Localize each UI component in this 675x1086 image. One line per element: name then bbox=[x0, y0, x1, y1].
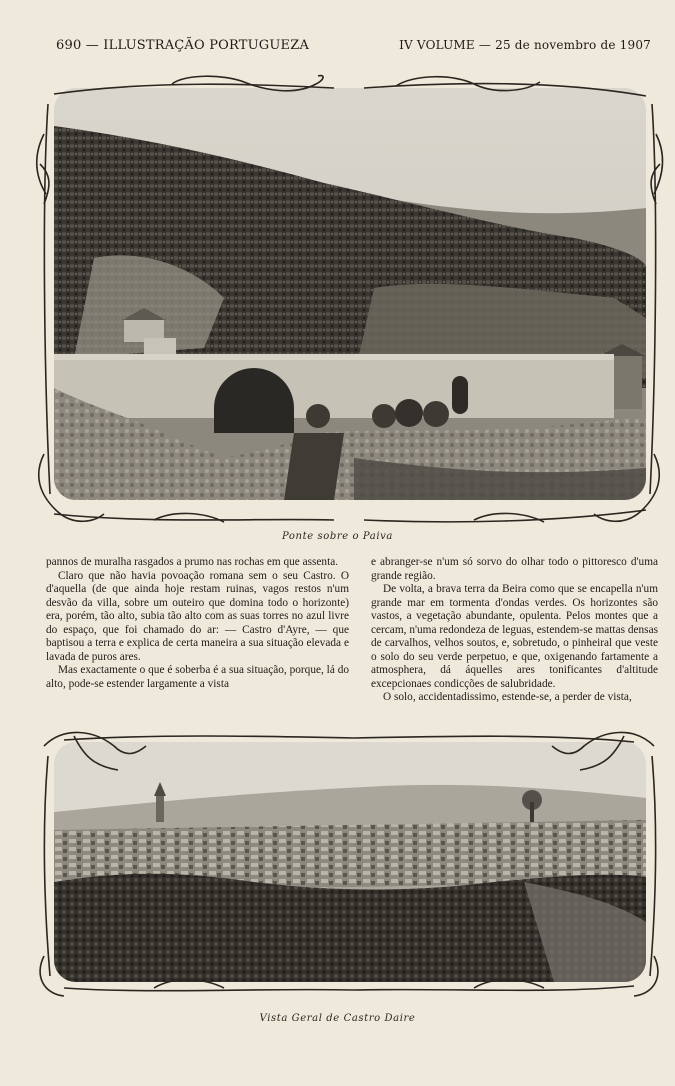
article-column-1 bbox=[46, 556, 349, 691]
article-column-2 bbox=[371, 556, 658, 705]
paragraph: e abranger-se n'um só sorvo do olhar todo o pittoresco d'uma grande região. bbox=[371, 556, 658, 582]
paragraph: De volta, a brava terra da Beira como que se encapella n'um grande mar em tormenta d'ondas verdes. Os horizontes são vastos, a vegetação abundante, opulenta. Pelos montes que a cercam, n'uma redondeza de leguas, estendem-se mattas densas de carvalhos, velhos soutos, e, sobretudo, o pinheiral que veste o solo do seu verde perpetuo, e que, oxigenando fartamente a atmosphera, dá áquelles ares tonificantes d'altitude excepcionaes condicções de salubridade. bbox=[371, 583, 658, 690]
figure-bridge bbox=[34, 74, 664, 529]
caption-bridge: Ponte sobre o Paiva bbox=[282, 531, 393, 542]
art-nouveau-frame bbox=[34, 74, 664, 529]
paragraph: Claro que não havia povoação romana sem o seu Castro. O d'aquella (de que ainda hoje restam ruinas, vagos restos n'um desvão da villa, sobre um outeiro que domina todo o horizonte) era, porém, tão alto, subia tão alto com as suas torres no azul livre do espaço, que foi chamado do ar: — Castro d'Ayre, — que baptisou a terra e explica de certa maneira a sua situação elevada e lavada de puros ares. bbox=[46, 569, 349, 663]
art-nouveau-frame bbox=[34, 726, 664, 1002]
page-number-title: 690 — ILLUSTRAÇÃO PORTUGUEZA bbox=[56, 38, 310, 53]
volume-date: IV VOLUME — 25 de novembro de 1907 bbox=[399, 38, 651, 52]
paragraph: pannos de muralha rasgados a prumo nas rochas em que assenta. bbox=[46, 556, 339, 568]
figure-town bbox=[34, 726, 664, 1002]
caption-town: Vista Geral de Castro Daire bbox=[259, 1013, 416, 1024]
paragraph: O solo, accidentadissimo, estende-se, a perder de vista, bbox=[383, 691, 632, 703]
paragraph: Mas exactamente o que é soberba é a sua situação, porque, lá do alto, pode-se estender largamente a vista bbox=[46, 664, 349, 690]
